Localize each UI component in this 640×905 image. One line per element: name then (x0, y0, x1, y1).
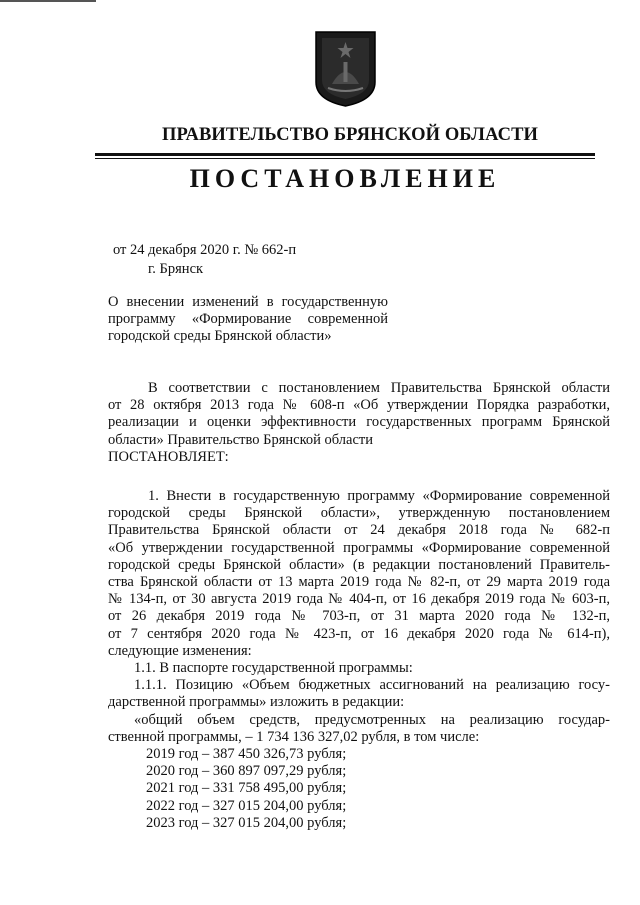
item-1-paragraph (108, 488, 610, 660)
quoted-text (108, 712, 610, 746)
year-amount-line: 2021 год – 331 758 495,00 рубля; (146, 780, 347, 797)
document-body (108, 380, 610, 832)
subject-line: городской среды Брянской области» (108, 328, 332, 344)
paragraph-gap (108, 466, 610, 488)
item-1-1-1-paragraph (108, 677, 610, 711)
item-1-1-line: 1.1. В паспорте государственной программы: (134, 660, 413, 677)
document-city: г. Брянск (148, 261, 204, 277)
preamble-paragraph (108, 380, 610, 466)
document-subject (108, 294, 388, 345)
yearly-amounts-list (108, 746, 610, 832)
item-1-1-1-line: дарственной программы» изложить в редакции: (108, 694, 405, 711)
item-1-line: Правительства Брянской области от 24 декабря 2018 года № 682-п (108, 522, 610, 539)
preamble-line: области» Правительство Брянской области (108, 431, 373, 448)
preamble-line: реализации и оценки эффективности государственных программ Брянской (108, 414, 610, 431)
document-type-heading: ПОСТАНОВЛЕНИЕ (189, 164, 501, 193)
year-amount-line: 2019 год – 387 450 326,73 рубля; (146, 746, 347, 763)
item-1-line: № 134-п, от 30 августа 2019 года № 404-п, от 16 декабря 2019 года № 603-п, (108, 591, 610, 608)
resolves-heading: ПОСТАНОВЛЯЕТ: (108, 448, 229, 465)
quote-line: ственной программы, – 1 734 136 327,02 рубля, в том числе: (108, 728, 480, 745)
year-amount-line: 2022 год – 327 015 204,00 рубля; (146, 797, 347, 814)
year-amount-line: 2020 год – 360 897 097,29 рубля; (146, 763, 347, 780)
item-1-line: от 26 декабря 2019 года № 703-п, от 31 марта 2020 года № 132-п, (108, 608, 610, 625)
subject-line: программу «Формирование современной (108, 311, 388, 327)
item-1-line: «Об утверждении государственной программы «Формирование современной (108, 539, 610, 556)
quote-line: «общий объем средств, предусмотренных на реализацию государ- (134, 711, 610, 728)
subject-line: О внесении изменений в государственную (108, 294, 388, 310)
preamble-line: от 28 октября 2013 года № 608-п «Об утверждении Порядка разработки, (108, 397, 610, 414)
item-1-1-1-line: 1.1.1. Позицию «Объем бюджетных ассигнований на реализацию госу- (134, 677, 610, 694)
year-amount-line: 2023 год – 327 015 204,00 рубля; (146, 814, 347, 831)
item-1-line: городской среды Брянской области», утвержденную постановлением (108, 505, 610, 522)
item-1-line: ства Брянской области от 13 марта 2019 года № 82-п, от 29 марта 2019 года (108, 574, 610, 591)
coat-of-arms-emblem (314, 30, 377, 108)
item-1-line: следующие изменения: (108, 642, 252, 659)
document-date-number: от 24 декабря 2020 г. № 662-п (113, 242, 297, 258)
preamble-line: В соответствии с постановлением Правительства Брянской области (148, 380, 610, 396)
item-1-line: 1. Внести в государственную программу «Формирование современной (148, 488, 610, 505)
title-rule-thin (95, 158, 595, 159)
title-rule-thick (95, 153, 595, 156)
government-title: ПРАВИТЕЛЬСТВО БРЯНСКОЙ ОБЛАСТИ (161, 125, 538, 145)
scan-artifact-line (0, 0, 96, 2)
item-1-line: от 7 сентября 2020 года № 423-п, от 16 декабря 2020 года № 614-п), (108, 625, 610, 642)
item-1-line: городской среды Брянской области» (в редакции постановлений Правитель- (108, 556, 610, 573)
